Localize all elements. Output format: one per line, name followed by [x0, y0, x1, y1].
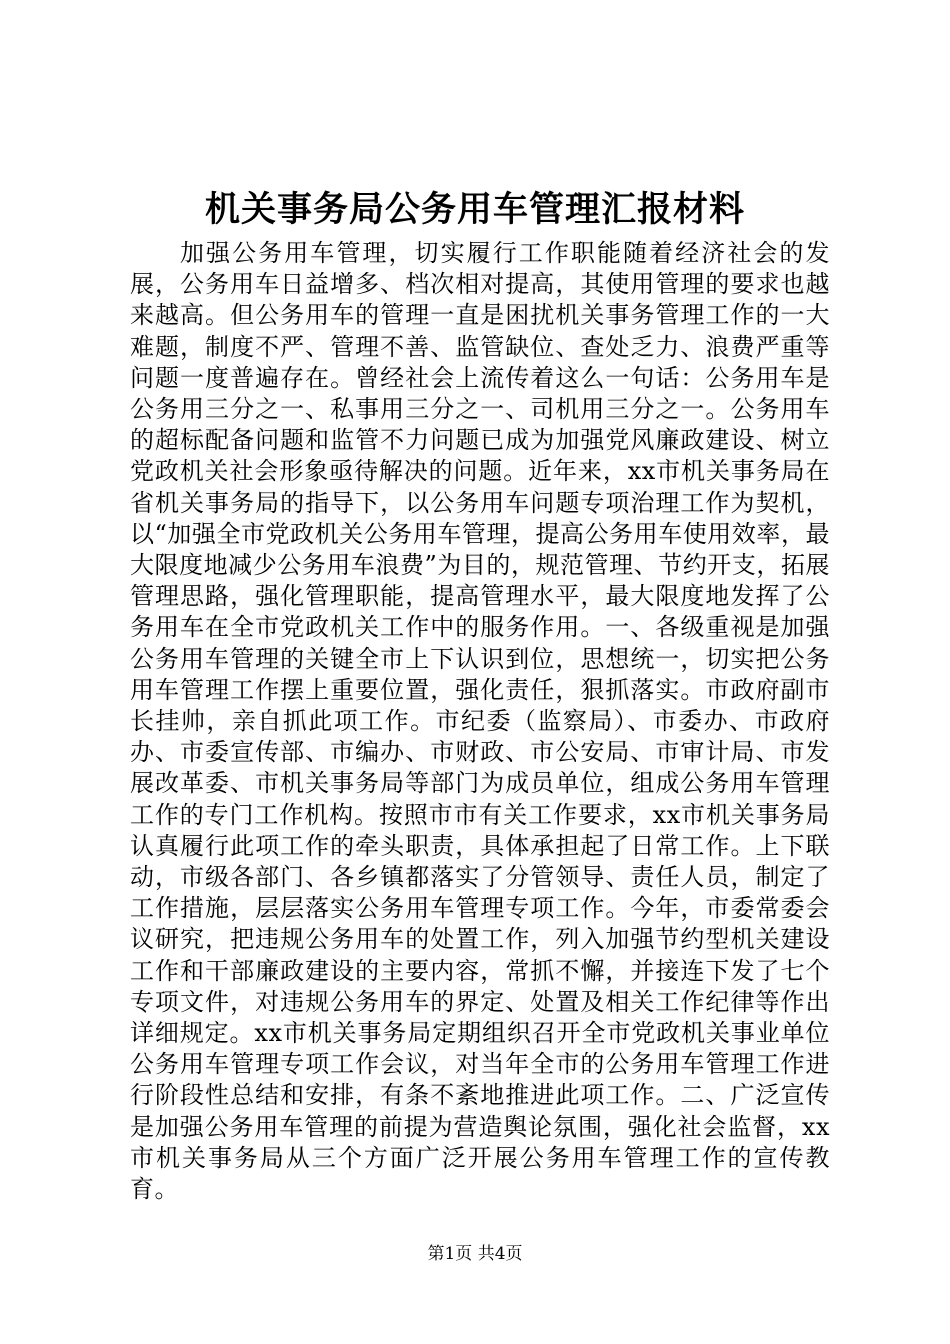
- page-number-footer: 第1页 共4页: [427, 1244, 523, 1264]
- document-body-paragraph: 加强公务用车管理，切实履行工作职能随着经济社会的发展，公务用车日益增多、档次相对提高，其使用管理的要求也越来越高。但公务用车的管理一直是困扰机关事务管理工作的一大难题，制度不严、管理不善、监管缺位、查处乏力、浪费严重等问题一度普遍存在。曾经社会上流传着这么一句话：公务用车是公务用三分之一、私事用三分之一、司机用三分之一。公务用车的超标配备问题和监管不力问题已成为加强党风廉政建设、树立党政机关社会形象亟待解决的问题。近年来，xx市机关事务局在省机关事务局的指导下，以公务用车问题专项治理工作为契机，以“加强全市党政机关公务用车管理，提高公务用车使用效率，最大限度地减少公务用车浪费”为目的，规范管理、节约开支，拓展管理思路，强化管理职能，提高管理水平，最大限度地发挥了公务用车在全市党政机关工作中的服务作用。一、各级重视是加强公务用车管理的关键全市上下认识到位，思想统一，切实把公务用车管理工作摆上重要位置，强化责任，狠抓落实。市政府副市长挂帅，亲自抓此项工作。市纪委（监察局）、市委办、市政府办、市委宣传部、市编办、市财政、市公安局、市审计局、市发展改革委、市机关事务局等部门为成员单位，组成公务用车管理工作的专门工作机构。按照市市有关工作要求，xx市机关事务局认真履行此项工作的牵头职责，具体承担起了日常工作。上下联动，市级各部门、各乡镇都落实了分管领导、责任人员，制定了工作措施，层层落实公务用车管理专项工作。今年，市委常委会议研究，把违规公务用车的处置工作，列入加强节约型机关建设工作和干部廉政建设的主要内容，常抓不懈，并接连下发了七个专项文件，对违规公务用车的界定、处置及相关工作纪律等作出详细规定。xx市机关事务局定期组织召开全市党政机关事业单位公务用车管理专项工作会议，对当年全市的公务用车管理工作进行阶段性总结和安排，有条不紊地推进此项工作。二、广泛宣传是加强公务用车管理的前提为营造舆论氛围，强化社会监督，xx市机关事务局从三个方面广泛开展公务用车管理工作的宣传教育。: [130, 239, 830, 1204]
- document-title: 机关事务局公务用车管理汇报材料: [204, 189, 745, 230]
